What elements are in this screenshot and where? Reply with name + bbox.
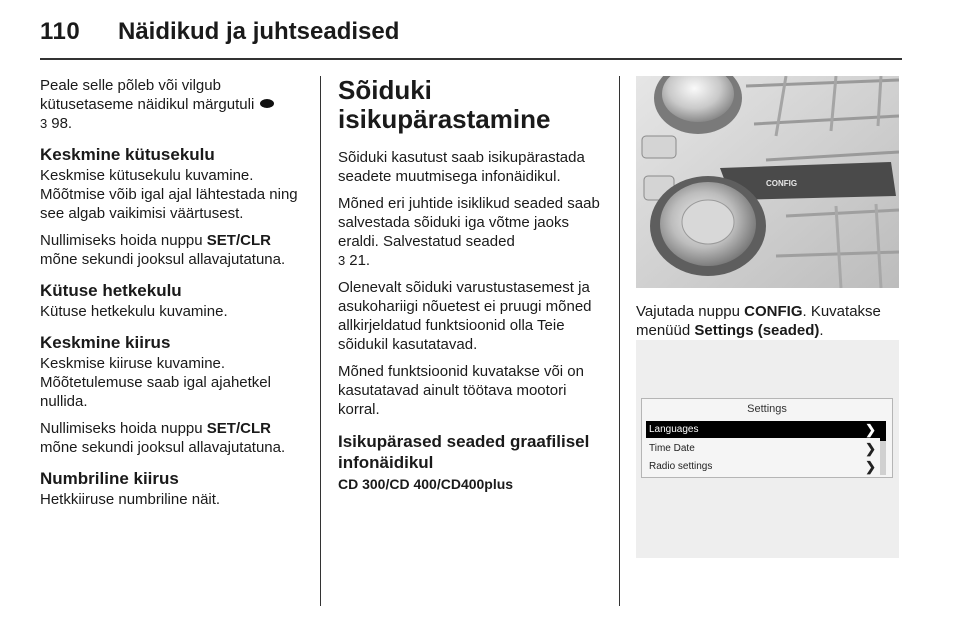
- paragraph: Sõiduki kasutust saab isikupärastada seadete muutmisega infonäidikul.: [338, 149, 585, 185]
- page-header: [40, 12, 900, 52]
- photo-caption: Vajutada nuppu CONFIG. Kuvatakse menüüd Settings (seaded).: [636, 303, 881, 339]
- header-divider: [40, 58, 902, 60]
- paragraph: Keskmise kütusekulu kuvamine. Mõõtmise võib igal ajal lähtestada ning see algab vaikimisi väärtusest.: [40, 167, 298, 222]
- column-divider: [320, 76, 321, 606]
- settings-display: [636, 340, 899, 558]
- key-label: CONFIG: [744, 303, 803, 320]
- console-illustration: [636, 76, 899, 288]
- chevron-right-icon: ❯: [865, 459, 876, 474]
- model-heading: CD 300/CD 400/CD400plus: [338, 476, 514, 492]
- page-ref: 98.: [51, 115, 73, 132]
- section-heading-average-speed: Keskmine kiirus: [40, 333, 171, 352]
- page-ref-icon: 3: [338, 253, 346, 268]
- column-1: [40, 76, 308, 517]
- section-heading-digital-speed: Numbriline kiirus: [40, 469, 179, 488]
- key-label: SET/CLR: [206, 232, 271, 249]
- section-heading-average-consumption: Keskmine kütusekulu: [40, 145, 215, 164]
- page-ref: 21.: [349, 252, 371, 269]
- page-title: Näidikud ja juhtseadised: [118, 18, 400, 45]
- chapter-heading: Sõiduki isikupärastamine: [338, 75, 551, 134]
- paragraph: Hetkkiiruse numbriline näit.: [40, 491, 221, 508]
- settings-menu-title: Settings: [747, 403, 787, 415]
- menu-scrollbar[interactable]: [880, 421, 886, 475]
- paragraph: Kütuse hetkekulu kuvamine.: [40, 303, 228, 320]
- section-heading-instant-consumption: Kütuse hetkekulu: [40, 281, 182, 300]
- paragraph: Nullimiseks hoida nuppu SET/CLR mõne sekundi jooksul allavajutatuna.: [40, 420, 286, 456]
- menu-item-languages[interactable]: Languages ❯: [646, 421, 880, 438]
- paragraph: Mõned eri juhtide isiklikud seaded saab salvestada sõiduki iga võtme jaoks eraldi. Salvestatud seaded 3 21.: [338, 195, 600, 269]
- menu-scrollbar-thumb[interactable]: [880, 421, 886, 441]
- menu-item-radio-settings[interactable]: Radio settings ❯: [649, 459, 876, 474]
- menu-item-time-date[interactable]: Time Date ❯: [649, 441, 876, 456]
- paragraph: Keskmise kiiruse kuvamine. Mõõtetulemuse saab igal ajahetkel nullida.: [40, 355, 271, 410]
- chevron-right-icon: ❯: [865, 441, 876, 456]
- column-divider: [619, 76, 620, 606]
- paragraph: Mõned funktsioonid kuvatakse või on kasutatavad ainult töötava mootori korral.: [338, 363, 584, 418]
- paragraph: Nullimiseks hoida nuppu SET/CLR mõne sekundi jooksul allavajutatuna.: [40, 232, 286, 268]
- page-number: 110: [40, 18, 81, 45]
- chevron-right-icon: ❯: [865, 422, 876, 437]
- sub-heading: Isikupärased seaded graafilisel infonäidikul: [338, 432, 590, 472]
- page-ref-icon: 3: [40, 116, 48, 131]
- paragraph: Olenevalt sõiduki varustustasemest ja asukohariigi nõuetest ei pruugi mõned allkirjeldatud funktsioonid olla Teie sõidukil kasutatavad.: [338, 279, 592, 353]
- console-photo: [636, 76, 899, 288]
- config-button-label: CONFIG: [766, 179, 798, 188]
- intro-paragraph: Peale selle põleb või vilgub kütusetaseme näidikul märgutuli 3 98.: [40, 76, 308, 133]
- settings-menu-panel: [641, 398, 893, 478]
- key-label: SET/CLR: [206, 420, 271, 437]
- column-2: [338, 76, 606, 493]
- fuel-warning-icon: [260, 99, 274, 108]
- menu-label: Settings (seaded): [694, 322, 820, 339]
